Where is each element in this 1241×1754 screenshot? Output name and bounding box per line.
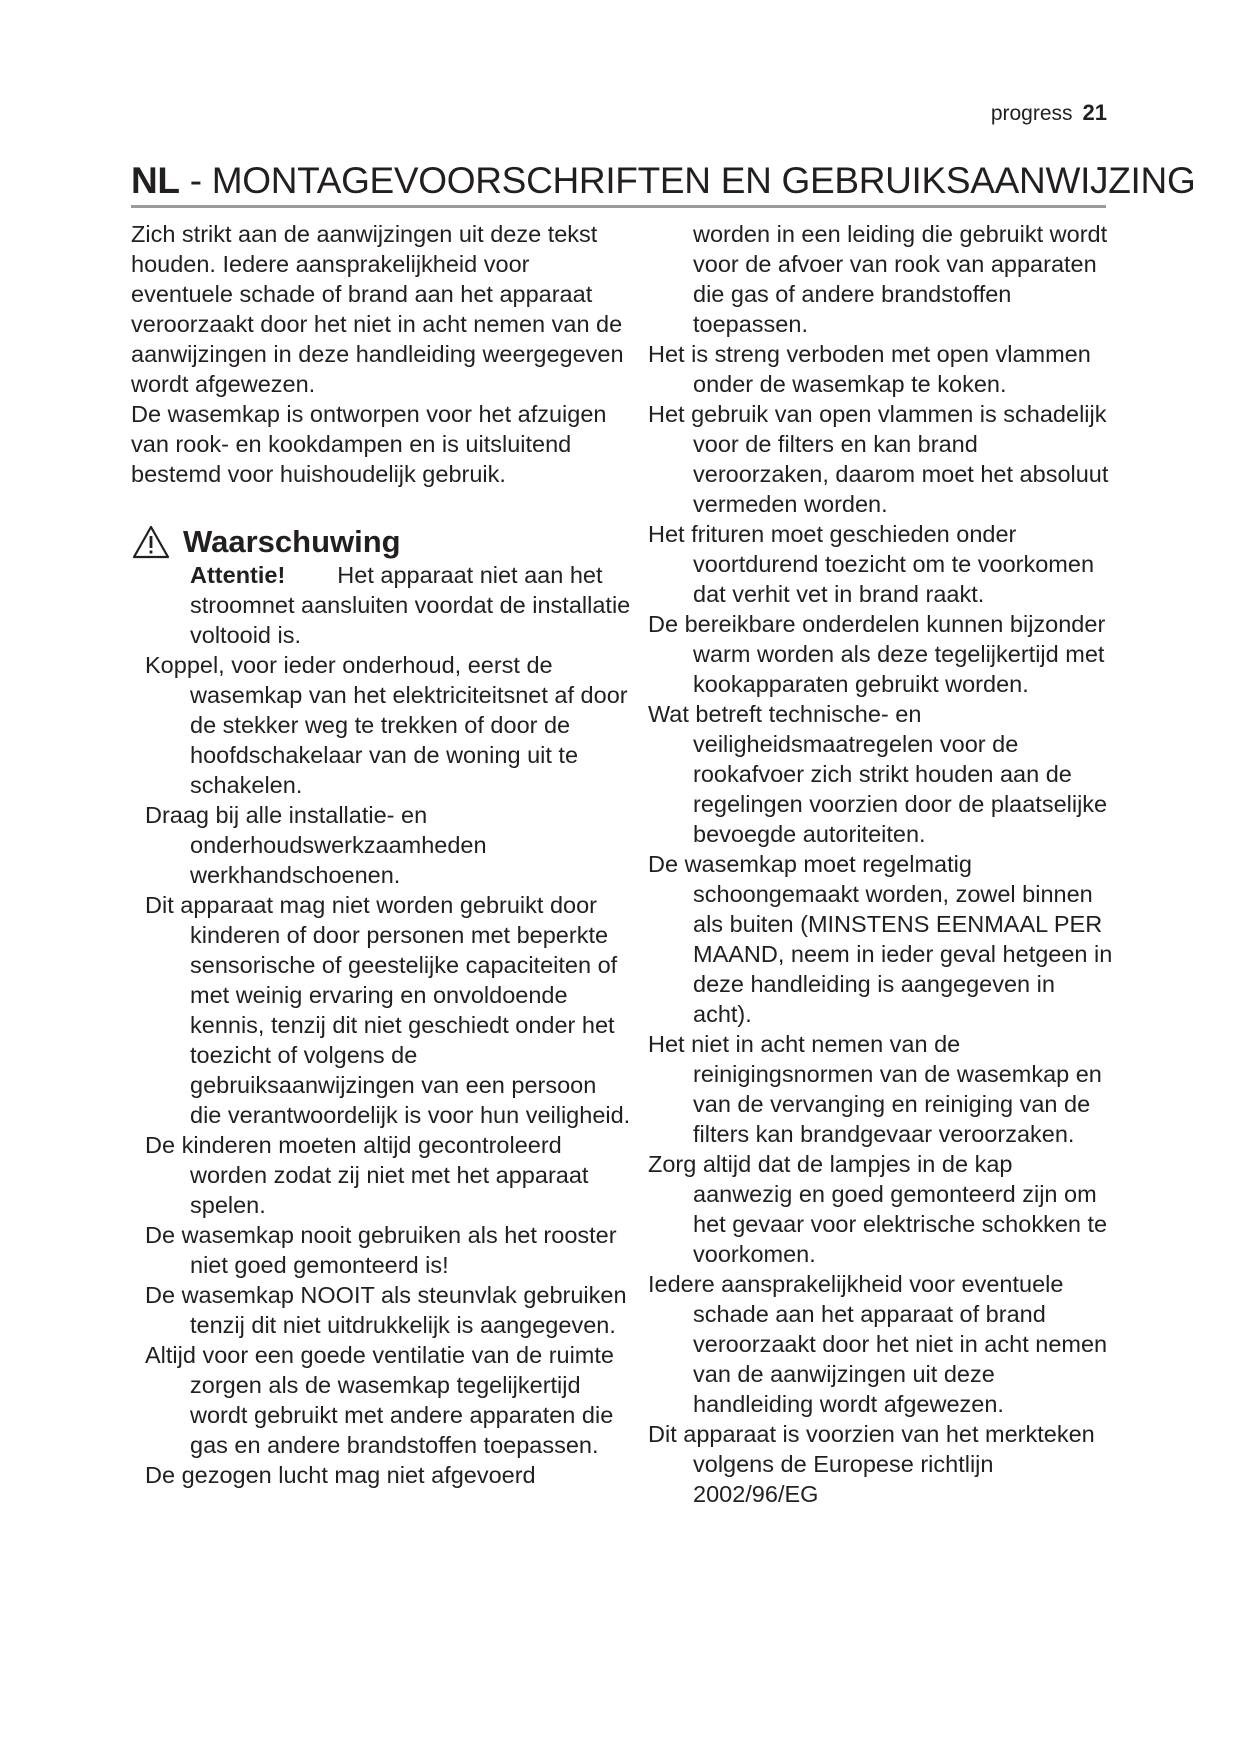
warning-title: Waarschuwing xyxy=(183,524,401,559)
attention-text: Het apparaat niet aan het stroomnet aansluiten voordat de installatie voltooid is. xyxy=(190,562,631,648)
list-item: De bereikbare onderdelen kunnen bijzonder warm worden als deze tegelijkertijd met kookapparaten gebruikt worden. xyxy=(648,611,1106,697)
intro-paragraph: De wasemkap is ontworpen voor het afzuigen van rook- en kookdampen en is uitsluitend bestemd voor huishoudelijk gebruik. xyxy=(131,401,607,487)
list-item: Altijd voor een goede ventilatie van de ruimte zorgen als de wasemkap tegelijkertijd wordt gebruikt met andere apparaten die gas en andere brandstoffen toepassen. xyxy=(145,1342,614,1458)
list-item: De wasemkap nooit gebruiken als het rooster niet goed gemonteerd is! xyxy=(145,1222,617,1278)
list-item: De kinderen moeten altijd gecontroleerd worden zodat zij niet met het apparaat spelen. xyxy=(145,1132,589,1218)
left-column xyxy=(131,219,631,1490)
list-item: Het is streng verboden met open vlammen onder de wasemkap te koken. xyxy=(648,341,1091,397)
list-item: De gezogen lucht mag niet afgevoerd xyxy=(145,1462,536,1488)
page-number: 21 xyxy=(1082,100,1107,125)
page-title xyxy=(131,160,1195,202)
warning-header xyxy=(131,524,631,560)
list-item: De wasemkap NOOIT als steunvlak gebruiken tenzij dit niet uitdrukkelijk is aangegeven. xyxy=(145,1282,627,1338)
list-item: Iedere aansprakelijkheid voor eventuele schade aan het apparaat of brand veroorzaakt door het niet in acht nemen van de aanwijzingen uit deze handleiding wordt afgewezen. xyxy=(648,1271,1108,1417)
list-item: Het niet in acht nemen van de reinigingsnormen van de wasemkap en van de vervanging en reiniging van de filters kan brandgevaar veroorzaken. xyxy=(648,1031,1102,1147)
attention-item xyxy=(190,560,631,650)
list-item: De wasemkap moet regelmatig schoongemaakt worden, zowel binnen als buiten (MINSTENS EENMAAL PER MAAND, neem in ieder geval hetgeen in deze handleiding is aangegeven in acht). xyxy=(648,851,1113,1027)
language-code: NL xyxy=(131,160,180,201)
warning-triangle-icon xyxy=(131,524,171,560)
list-item: Wat betreft technische- en veiligheidsmaatregelen voor de rookafvoer zich strikt houden aan de regelingen voorzien door de plaatselijke bevoegde autoriteiten. xyxy=(648,701,1108,847)
list-item: Zorg altijd dat de lampjes in de kap aanwezig en goed gemonteerd zijn om het gevaar voor elektrische schokken te voorkomen. xyxy=(648,1151,1108,1267)
title-divider xyxy=(131,205,1106,208)
continued-item: worden in een leiding die gebruikt wordt voor de afvoer van rook van apparaten die gas of andere brandstoffen toepassen. xyxy=(693,221,1108,337)
right-column xyxy=(648,219,1118,1509)
title-text: - MONTAGEVOORSCHRIFTEN EN GEBRUIKSAANWIJZING xyxy=(179,160,1196,201)
list-item: Dit apparaat mag niet worden gebruikt door kinderen of door personen met beperkte sensorische of geestelijke capaciteiten of met weinig ervaring en onvoldoende kennis, tenzij dit niet geschiedt onder het toezicht of volgens de gebruiksaanwijzingen van een persoon die verantwoordelijk is voor hun veiligheid. xyxy=(145,892,631,1128)
list-item: Het gebruik van open vlammen is schadelijk voor de filters en kan brand veroorzaken, daarom moet het absoluut vermeden worden. xyxy=(648,401,1109,517)
intro-paragraph: Zich strikt aan de aanwijzingen uit deze tekst houden. Iedere aansprakelijkheid voor eventuele schade of brand aan het apparaat veroorzaakt door het niet in acht nemen van de aanwijzingen in deze handleiding weergegeven wordt afgewezen. xyxy=(131,221,624,397)
page-header xyxy=(991,100,1107,126)
list-item: Dit apparaat is voorzien van het merkteken volgens de Europese richtlijn 2002/96/EG xyxy=(648,1421,1095,1507)
attention-label: Attentie! xyxy=(190,562,286,588)
list-item: Het frituren moet geschieden onder voortdurend toezicht om te voorkomen dat verhit vet in brand raakt. xyxy=(648,521,1095,607)
brand-name: progress xyxy=(990,102,1073,125)
list-item: Koppel, voor ieder onderhoud, eerst de wasemkap van het elektriciteitsnet af door de stekker weg te trekken of door de hoofdschakelaar van de woning uit te schakelen. xyxy=(145,652,628,798)
list-item: Draag bij alle installatie- en onderhoudswerkzaamheden werkhandschoenen. xyxy=(145,802,487,888)
warning-list xyxy=(145,650,631,1490)
warning-section xyxy=(131,524,631,1490)
